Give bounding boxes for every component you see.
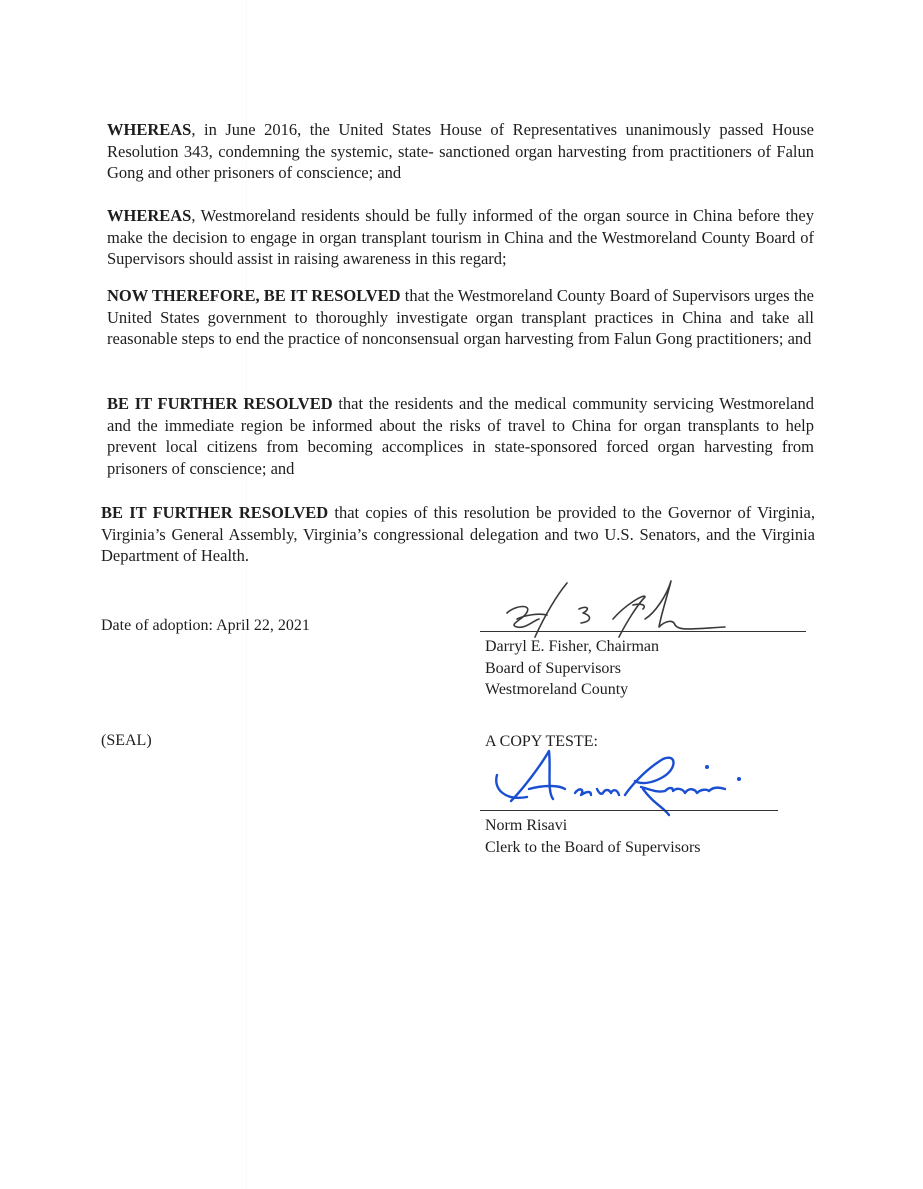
paragraph-body: that copies of this resolution be provided to the Governor of Virginia, Virginia’s General Assembly, Virginia’s congressional delegation and two U.S. Senators, and the Virginia Department of Health. <box>101 503 815 565</box>
further-resolved-paragraph-1 <box>107 393 814 479</box>
copy-teste-label: A COPY TESTE: <box>485 733 598 750</box>
paragraph-lead: BE IT FURTHER RESOLVED <box>101 503 329 522</box>
clerk-name: Norm Risavi <box>485 817 568 834</box>
clerk-block <box>485 815 701 858</box>
seal-label: (SEAL) <box>101 732 152 749</box>
further-resolved-paragraph-2 <box>101 502 815 567</box>
chairman-board: Board of Supervisors <box>485 659 621 677</box>
paragraph-lead: WHEREAS <box>107 206 192 225</box>
whereas-paragraph-2 <box>107 205 814 270</box>
adoption-date: Date of adoption: April 22, 2021 <box>101 617 310 634</box>
chairman-signature-line <box>480 631 806 632</box>
paragraph-lead: BE IT FURTHER RESOLVED <box>107 394 333 413</box>
chairman-block <box>485 636 659 701</box>
resolved-paragraph <box>107 285 814 350</box>
chairman-name-title: Darryl E. Fisher, Chairman <box>485 638 659 655</box>
paragraph-body: that the Westmoreland County Board of Supervisors urges the United States government to thoroughly investigate organ transplant practices in China and take all reasonable steps to end the practice of nonconsensual organ harvesting from Falun Gong practitioners; and <box>107 286 814 348</box>
clerk-signature-line <box>480 810 778 811</box>
paragraph-body: , in June 2016, the United States House of Representatives unanimously passed House Resolution 343, condemning the systemic, state- sanctioned organ harvesting from practitioners of Falun Gong and other prisoners of conscience; and <box>107 120 814 182</box>
paragraph-lead: NOW THEREFORE, BE IT RESOLVED <box>107 286 401 305</box>
paragraph-body: that the residents and the medical community servicing Westmoreland and the immediate region be informed about the risks of travel to China for organ transplants to help prevent local citizens from becoming accomplices in state-sponsored forced organ harvesting from prisoners of conscience; and <box>107 394 814 478</box>
paragraph-lead: WHEREAS <box>107 120 192 139</box>
chairman-signature <box>495 575 745 645</box>
whereas-paragraph-1 <box>107 119 814 184</box>
clerk-title: Clerk to the Board of Supervisors <box>485 838 701 856</box>
chairman-county: Westmoreland County <box>485 681 629 698</box>
paragraph-body: , Westmoreland residents should be fully informed of the organ source in China before they make the decision to engage in organ transplant tourism in China and the Westmoreland County Board of Supervisors should assist in raising awareness in this regard; <box>107 206 814 268</box>
clerk-signature <box>493 745 753 825</box>
